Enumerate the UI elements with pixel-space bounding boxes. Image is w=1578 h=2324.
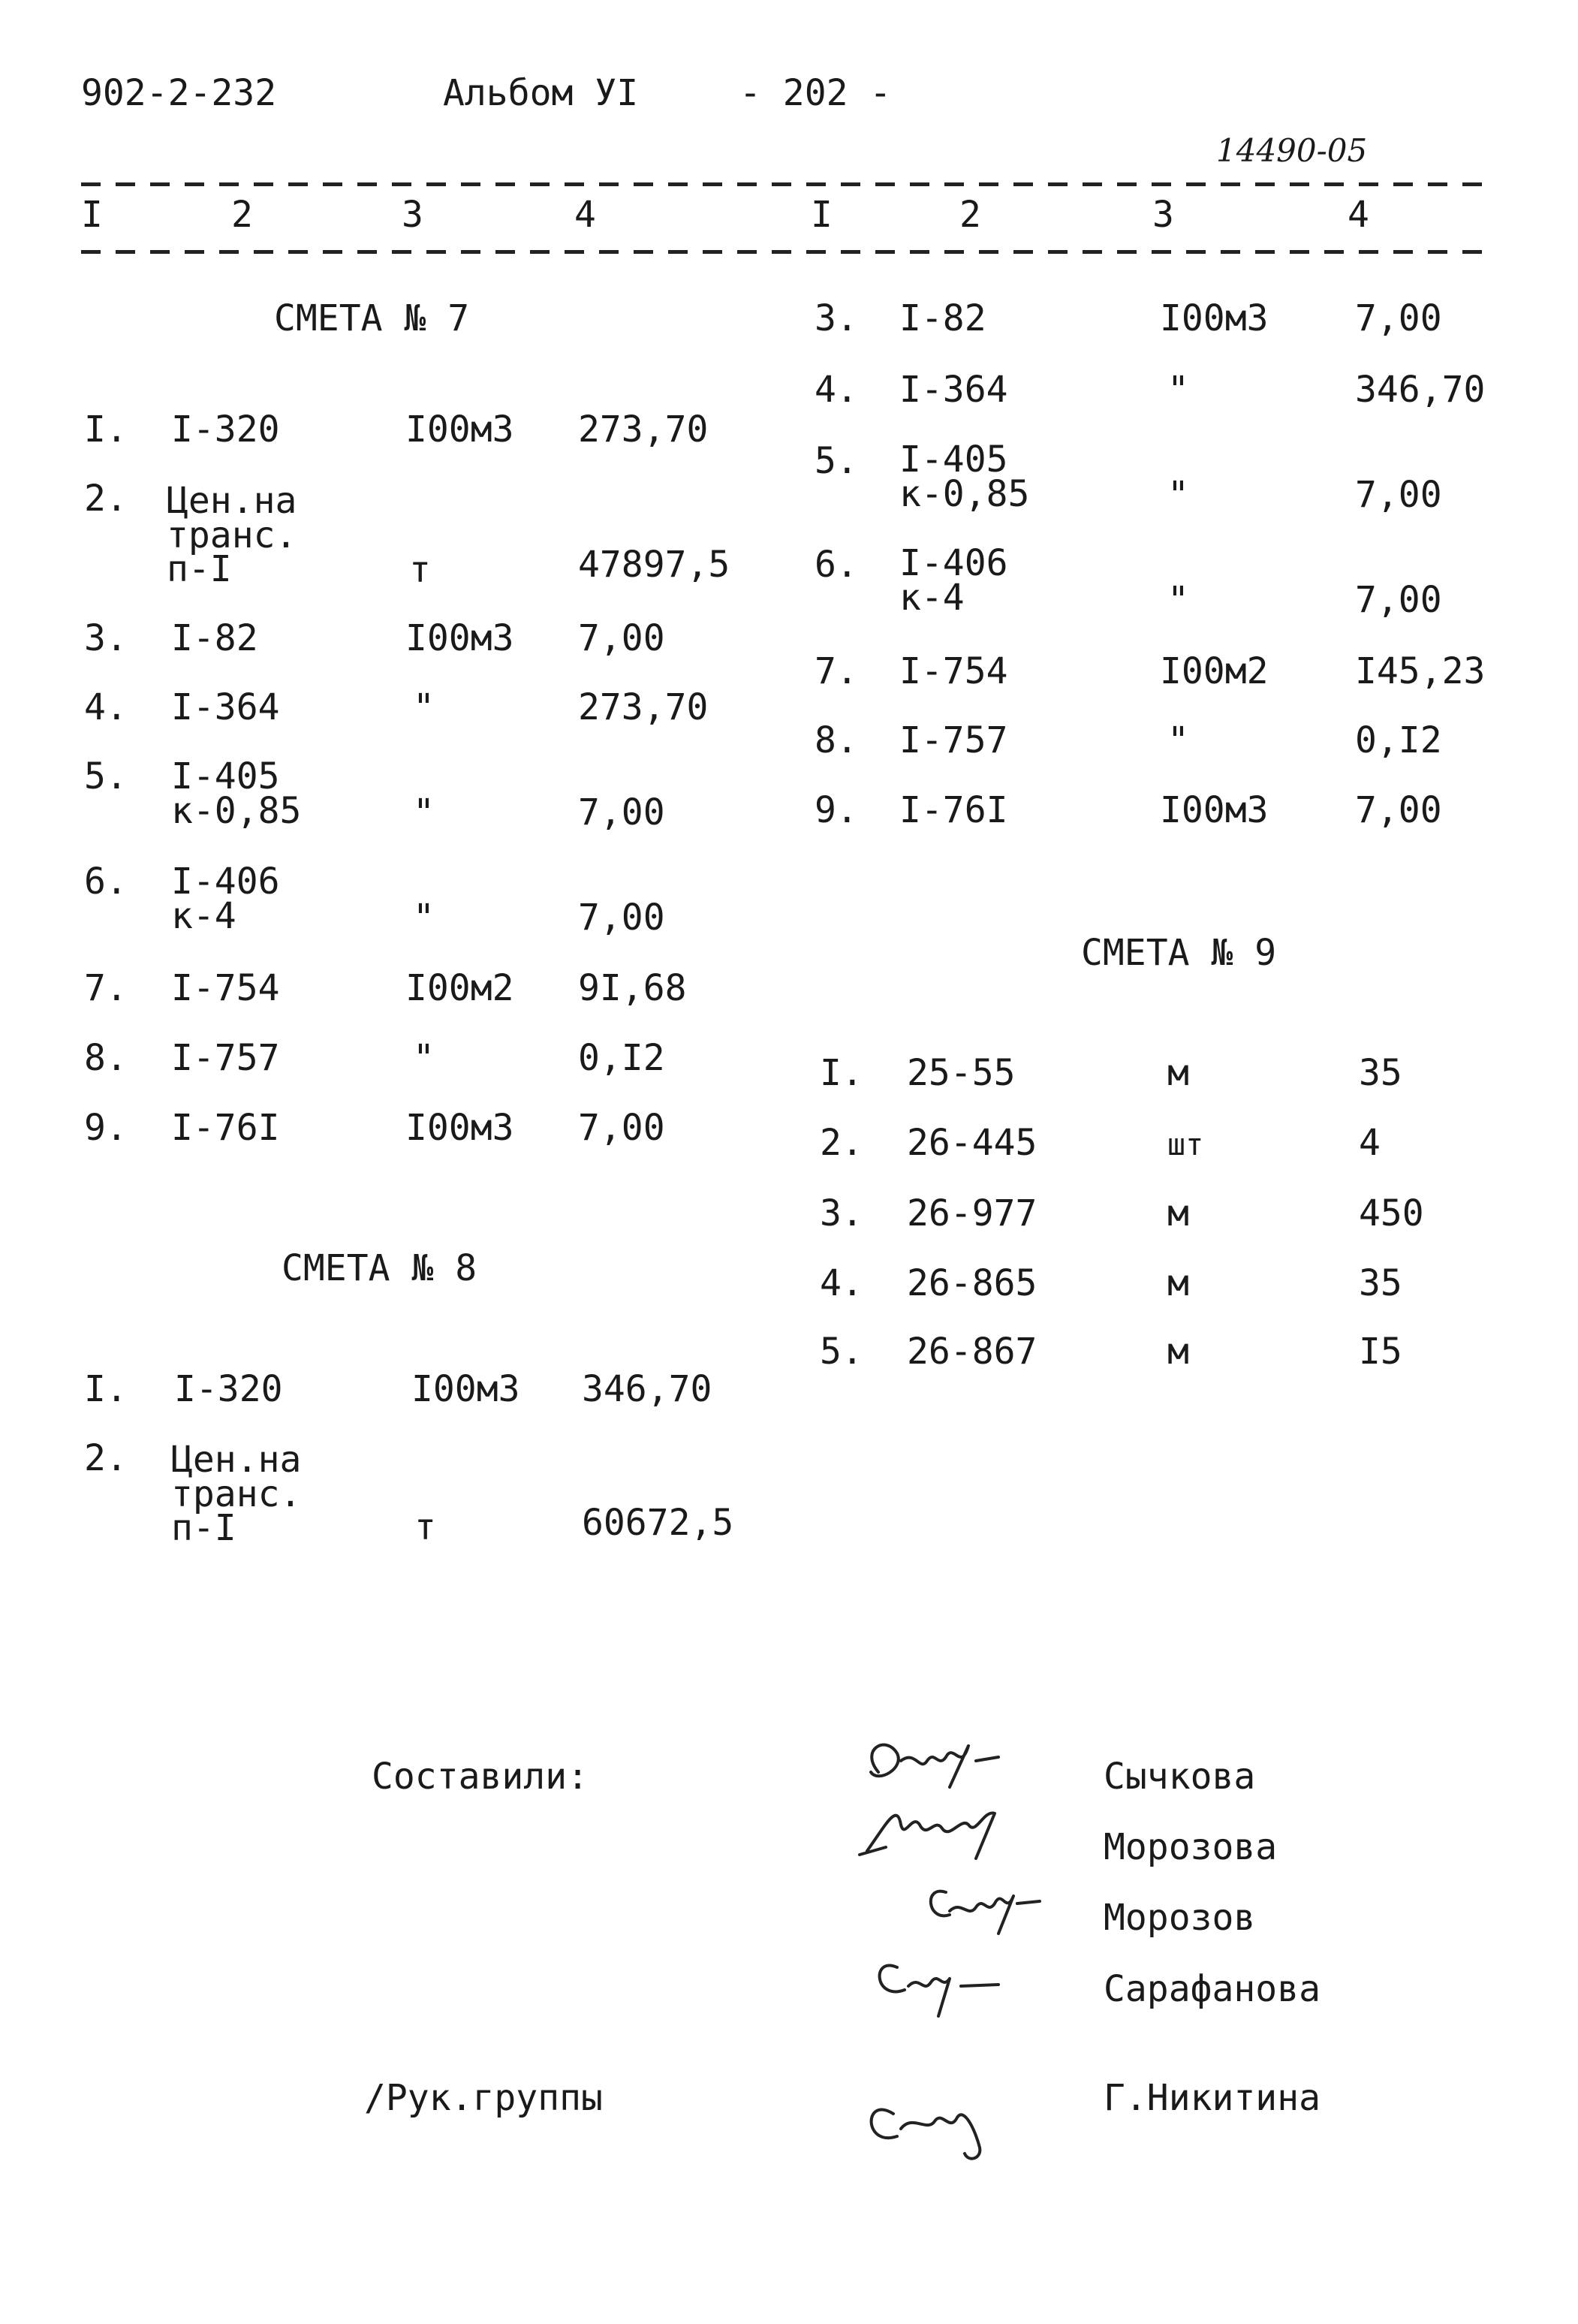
group-head-name: Г.Никитина [1104, 2077, 1321, 2119]
row-unit: I00м2 [1160, 650, 1269, 692]
row-quantity: 0,I2 [578, 1037, 665, 1079]
row-code: I-754 [171, 967, 280, 1009]
document-code: 902-2-232 [81, 72, 277, 114]
row-unit: т [409, 549, 431, 591]
row-number: 4. [815, 369, 858, 411]
header-bottom-rule [81, 250, 1485, 254]
row-number: 3. [815, 297, 858, 339]
row-quantity: 346,70 [1355, 369, 1486, 411]
row-code: I-320 [171, 408, 280, 451]
col-header-left-4: 4 [574, 194, 596, 236]
row-unit: I00м3 [1160, 297, 1269, 339]
row-code: I-754 [899, 650, 1008, 692]
row-quantity: 0,I2 [1355, 719, 1442, 761]
smeta-7-title: СМЕТА № 7 [274, 297, 470, 339]
row-quantity: 9I,68 [578, 967, 687, 1009]
row-code: 26-445 [907, 1122, 1037, 1164]
row-code: I-405 к-0,85 [899, 439, 1030, 515]
row-unit: т [414, 1506, 436, 1548]
row-quantity: 35 [1359, 1262, 1402, 1304]
row-quantity: 7,00 [1355, 297, 1442, 339]
row-code: I-364 [171, 686, 280, 728]
row-number: 2. [820, 1122, 863, 1164]
group-head-label: /Рук.группы [364, 2077, 603, 2119]
row-code: I-76I [899, 789, 1008, 831]
row-quantity: 7,00 [578, 897, 665, 939]
row-number: 7. [815, 650, 858, 692]
row-quantity: 273,70 [578, 408, 709, 451]
row-unit: " [1167, 719, 1189, 761]
row-unit: " [413, 897, 435, 939]
row-quantity: 7,00 [1355, 474, 1442, 516]
row-quantity: 7,00 [578, 617, 665, 659]
row-number: 2. [84, 478, 128, 520]
row-quantity: 7,00 [578, 1107, 665, 1149]
col-header-right-2: 2 [959, 194, 981, 236]
row-code: I-76I [171, 1107, 280, 1149]
row-code: I-757 [171, 1037, 280, 1079]
row-number: 6. [84, 861, 128, 903]
col-header-right-4: 4 [1348, 194, 1369, 236]
row-code: I-320 [174, 1368, 283, 1410]
smeta-8-title: СМЕТА № 8 [282, 1247, 477, 1289]
row-code: 26-867 [907, 1331, 1037, 1373]
row-quantity: 273,70 [578, 686, 709, 728]
row-unit: " [1167, 474, 1189, 516]
row-number: 9. [815, 789, 858, 831]
col-header-left-2: 2 [231, 194, 253, 236]
row-code: I-82 [171, 617, 258, 659]
row-unit: шт [1167, 1128, 1204, 1162]
row-unit: " [413, 686, 435, 728]
row-unit: I00м2 [405, 967, 514, 1009]
row-code: I-406 к-4 [171, 861, 280, 937]
row-code: 25-55 [907, 1052, 1016, 1094]
row-code: Цен.на транс. п-I [171, 1439, 302, 1550]
row-number: I. [820, 1052, 863, 1094]
page-number: - 202 - [739, 72, 892, 114]
row-quantity: I5 [1359, 1331, 1402, 1373]
row-quantity: 60672,5 [582, 1502, 734, 1544]
row-quantity: I45,23 [1355, 650, 1486, 692]
row-quantity: 346,70 [582, 1368, 712, 1410]
col-header-right-3: 3 [1152, 194, 1174, 236]
row-unit: м [1167, 1052, 1189, 1094]
row-number: I. [84, 1368, 128, 1410]
album-label: Альбом УI [443, 72, 639, 114]
row-number: 8. [84, 1037, 128, 1079]
row-unit: I00м3 [1160, 789, 1269, 831]
row-quantity: 35 [1359, 1052, 1402, 1094]
row-code: 26-977 [907, 1192, 1037, 1234]
row-unit: I00м3 [405, 408, 514, 451]
row-number: 6. [815, 544, 858, 586]
col-header-right-1: I [811, 194, 833, 236]
row-number: 2. [84, 1437, 128, 1479]
inventory-number: 14490-05 [1216, 132, 1368, 169]
row-quantity: 450 [1359, 1192, 1424, 1234]
row-unit: I00м3 [405, 617, 514, 659]
row-number: 9. [84, 1107, 128, 1149]
compiled-by-label: Составили: [372, 1756, 589, 1798]
row-unit: м [1167, 1331, 1189, 1373]
row-code: I-757 [899, 719, 1008, 761]
compiler-name: Морозов [1104, 1897, 1256, 1939]
row-code: I-405 к-0,85 [171, 755, 302, 832]
row-code: I-364 [899, 369, 1008, 411]
row-quantity: 7,00 [1355, 579, 1442, 621]
row-quantity: 47897,5 [578, 544, 730, 586]
row-quantity: 7,00 [1355, 789, 1442, 831]
row-unit: " [1167, 369, 1189, 411]
row-quantity: 4 [1359, 1122, 1381, 1164]
header-top-rule [81, 182, 1485, 186]
row-number: 4. [820, 1262, 863, 1304]
row-unit: м [1167, 1192, 1189, 1234]
row-unit: " [413, 1037, 435, 1079]
col-header-left-1: I [81, 194, 103, 236]
row-code: 26-865 [907, 1262, 1037, 1304]
row-code: I-406 к-4 [899, 542, 1008, 619]
compiler-name: Сарафанова [1104, 1968, 1321, 2010]
row-number: 5. [820, 1331, 863, 1373]
row-number: 4. [84, 686, 128, 728]
row-number: I. [84, 408, 128, 451]
row-number: 5. [815, 440, 858, 482]
signatures [856, 1727, 1066, 2065]
row-number: 7. [84, 967, 128, 1009]
row-code: I-82 [899, 297, 986, 339]
row-unit: " [1167, 579, 1189, 621]
compiler-name: Морозова [1104, 1826, 1278, 1868]
smeta-9-title: СМЕТА № 9 [1081, 932, 1277, 974]
row-quantity: 7,00 [578, 791, 665, 833]
row-unit: I00м3 [405, 1107, 514, 1149]
row-unit: м [1167, 1262, 1189, 1304]
row-number: 3. [820, 1192, 863, 1234]
row-number: 5. [84, 755, 128, 797]
row-number: 8. [815, 719, 858, 761]
compiler-name: Сычкова [1104, 1756, 1256, 1798]
row-code: Цен.на транс. п-I [167, 480, 297, 591]
col-header-left-3: 3 [402, 194, 423, 236]
row-number: 3. [84, 617, 128, 659]
row-unit: I00м3 [411, 1368, 520, 1410]
row-unit: " [413, 791, 435, 833]
